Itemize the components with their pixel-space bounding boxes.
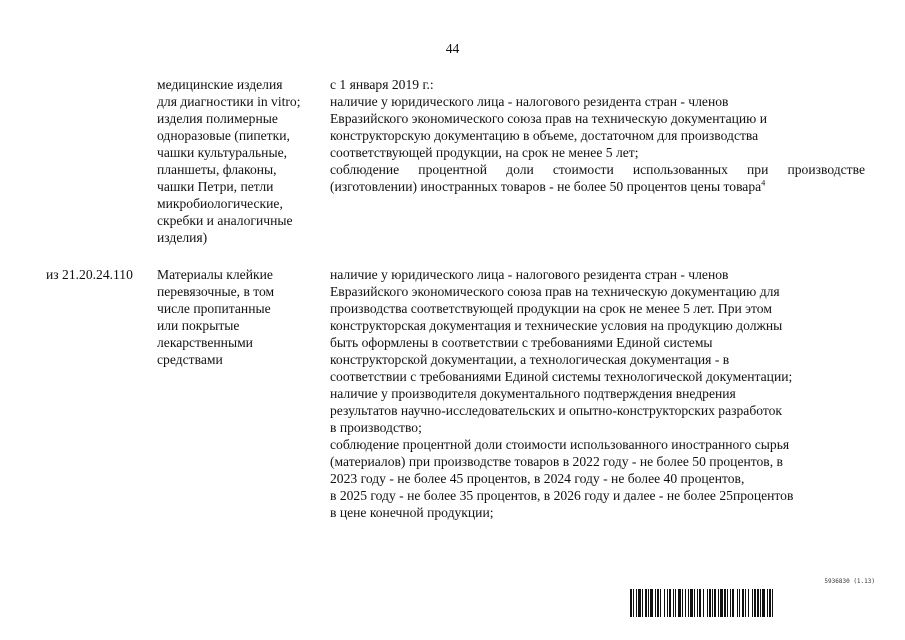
barcode-bar: [714, 589, 716, 617]
row2-req-line: в цене конечной продукции;: [330, 505, 494, 520]
row1-name-line: медицинские изделия: [157, 77, 283, 92]
barcode-bar: [772, 589, 773, 617]
barcode-bar: [769, 589, 771, 617]
barcode-bar: [694, 589, 695, 617]
row2-name-line: средствами: [157, 352, 223, 367]
row2-req-line: в производство;: [330, 420, 422, 435]
barcode-bar: [688, 589, 689, 617]
row1-name-line: планшеты, флаконы,: [157, 162, 277, 177]
row1-req-line-last: [330, 178, 865, 195]
barcode-bar: [630, 589, 632, 617]
barcode-bar: [745, 589, 746, 617]
barcode-bar: [762, 589, 765, 617]
barcode-bar: [703, 589, 704, 617]
barcode-bar: [707, 589, 708, 617]
barcode-bar: [657, 589, 659, 617]
row1-name-line: для диагностики in vitro;: [157, 94, 301, 109]
row2-product-name: [157, 266, 327, 368]
row2-name-line: лекарственными: [157, 335, 253, 350]
row2-code: из 21.20.24.110: [46, 267, 133, 282]
barcode-bar: [727, 589, 728, 617]
barcode-bar: [699, 589, 701, 617]
barcode-bar: [667, 589, 668, 617]
row2-req-line: в 2025 году - не более 35 процентов, в 2026 году и далее - не более 25процентов: [330, 488, 794, 503]
barcode-bar: [669, 589, 671, 617]
row2-req-line: соблюдение процентной доли стоимости использованного иностранного сырья: [330, 437, 790, 452]
barcode-bar: [712, 589, 713, 617]
row2-req-line: конструкторской документации, а технологическая документация - в: [330, 352, 730, 367]
barcode-bar: [690, 589, 693, 617]
row2-req-line: наличие у производителя документального подтверждения внедрения: [330, 386, 736, 401]
row1-name-line: изделия полимерные: [157, 111, 278, 126]
barcode-bar: [752, 589, 753, 617]
barcode-bar: [748, 589, 749, 617]
row2-req-line: конструкторская документация и технические условия на продукцию должны: [330, 318, 783, 333]
barcode-bar: [673, 589, 674, 617]
row1-name-line: чашки Петри, петли: [157, 179, 274, 194]
row2-req-line: быть оформлены в соответствии с требованиями Единой системы: [330, 335, 713, 350]
page-number: 44: [445, 41, 460, 56]
barcode-bar: [757, 589, 759, 617]
barcode-bar: [737, 589, 738, 617]
row2-requirements: [330, 266, 865, 521]
barcode-bar: [655, 589, 656, 617]
barcode-bar: [730, 589, 731, 617]
barcode-bar: [760, 589, 761, 617]
barcode-label: 5936830 (1.13): [824, 578, 875, 585]
row1-req-line: Евразийского экономического союза прав на техническую документацию и: [330, 111, 768, 126]
row2-name-line: Материалы клейкие: [157, 267, 273, 282]
barcode-bar: [724, 589, 726, 617]
barcode-bar: [660, 589, 661, 617]
barcode-bar: [697, 589, 698, 617]
barcode-bar: [636, 589, 637, 617]
row1-req-line: с 1 января 2019 г.:: [330, 77, 434, 92]
row2-name-line: или покрытые: [157, 318, 240, 333]
row1-req-line: соответствующей продукции, на срок не менее 5 лет;: [330, 145, 639, 160]
row2-req-line: производства соответствующей продукции на срок не менее 5 лет. При этом: [330, 301, 772, 316]
row2-name-line: перевязочные, в том: [157, 284, 275, 299]
barcode-bar: [685, 589, 686, 617]
barcode-bar: [742, 589, 744, 617]
row2-name-line: числе пропитанные: [157, 301, 271, 316]
row1-name-line: скребки и аналогичные: [157, 213, 293, 228]
barcode-bar: [718, 589, 719, 617]
barcode-bar: [682, 589, 683, 617]
barcode-bar: [754, 589, 756, 617]
row1-req-text: (изготовлении) иностранных товаров - не более 50 процентов цены товара: [330, 179, 762, 194]
barcode-bar: [732, 589, 734, 617]
barcode-bar: [645, 589, 647, 617]
barcode-bar: [642, 589, 643, 617]
barcode-bar: [720, 589, 723, 617]
row1-name-line: чашки культуральные,: [157, 145, 288, 160]
row1-requirements: [330, 76, 865, 195]
barcode-bar: [638, 589, 641, 617]
row1-req-line: конструкторскую документацию в объеме, достаточном для производства: [330, 128, 759, 143]
barcode-bar: [709, 589, 711, 617]
barcode-bar: [633, 589, 634, 617]
row1-name-line: изделия): [157, 230, 208, 245]
row1-name-line: микробиологические,: [157, 196, 283, 211]
barcode-bar: [675, 589, 676, 617]
row1-name-line: одноразовые (пипетки,: [157, 128, 290, 143]
barcode-bar: [739, 589, 740, 617]
row1-product-name: [157, 76, 327, 246]
row2-req-line: наличие у юридического лица - налогового резидента стран - членов: [330, 267, 729, 282]
row2-req-line: результатов научно-исследовательских и опытно-конструкторских разработок: [330, 403, 783, 418]
row1-req-line: соблюдение процентной доли стоимости использованных при производстве: [330, 162, 865, 177]
barcode-bar: [664, 589, 665, 617]
barcode-bar: [767, 589, 768, 617]
row2-req-line: 2023 году - не более 45 процентов, в 2024 году - не более 40 процентов,: [330, 471, 745, 486]
barcode-bar: [650, 589, 653, 617]
row2-req-line: (материалов) при производстве товаров в 2022 году - не более 50 процентов, в: [330, 454, 783, 469]
barcode-bar: [678, 589, 681, 617]
row1-req-line: наличие у юридического лица - налогового резидента стран - членов: [330, 94, 729, 109]
footnote-marker: 4: [761, 178, 766, 188]
barcode-bar: [648, 589, 649, 617]
row2-req-line: соответствии с требованиями Единой системы технологической документации;: [330, 369, 793, 384]
row2-req-line: Евразийского экономического союза прав на техническую документацию для: [330, 284, 780, 299]
barcode-image: [629, 589, 875, 617]
